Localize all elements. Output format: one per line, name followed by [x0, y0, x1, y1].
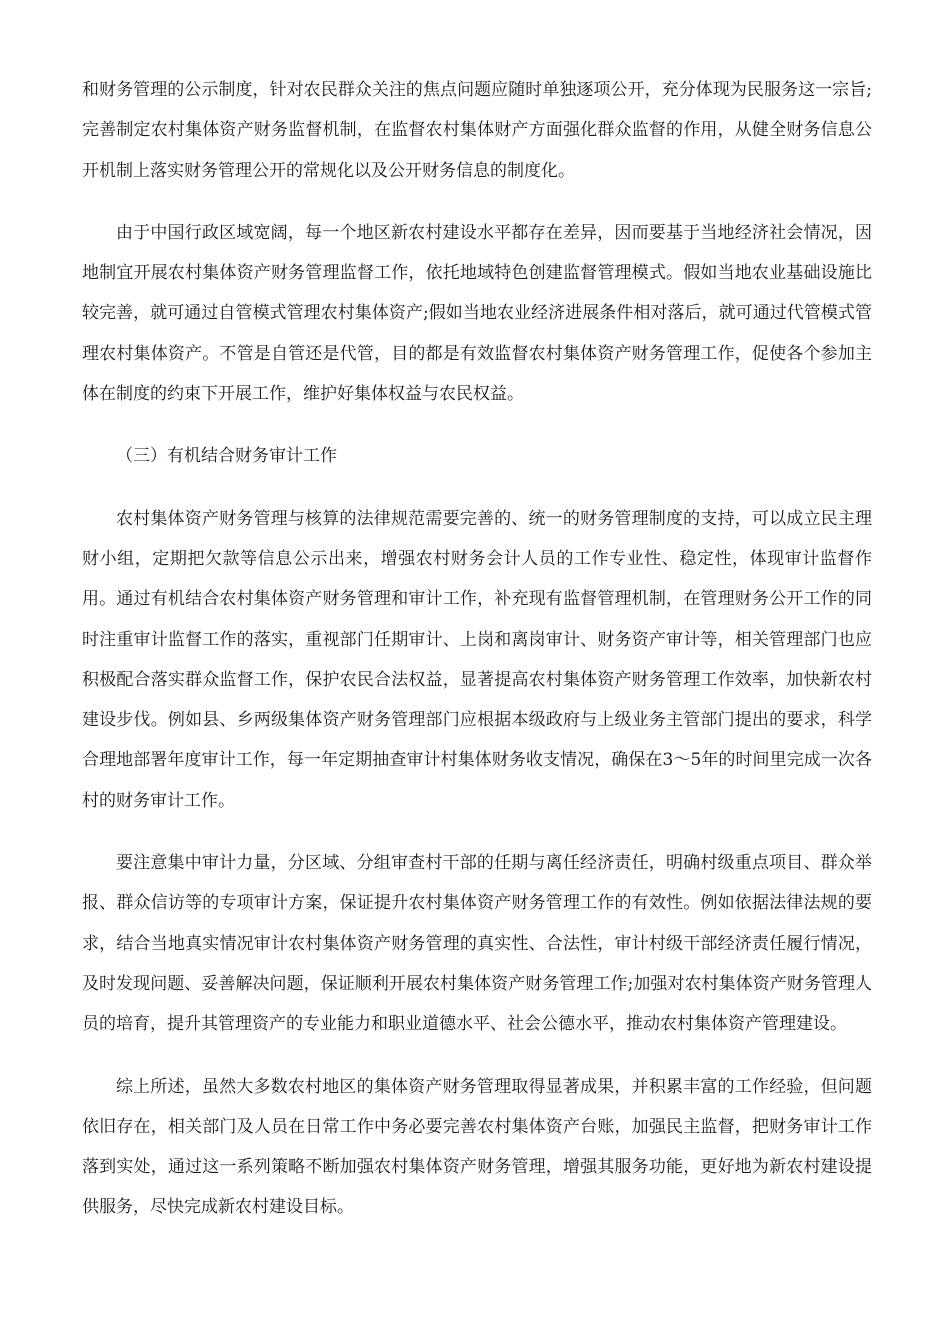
document-page: [82, 70, 872, 1228]
paragraph-conclusion: 综上所述，虽然大多数农村地区的集体资产财务管理取得显著成果，并积累丰富的工作经验，但问题依旧存在，相关部门及人员在日常工作中务必要完善农村集体资产台账，加强民主监督，把财务审计工作落到实处，通过这一系列策略不断加强农村集体资产财务管理，增强其服务功能，更好地为新农村建设提供服务，尽快完成新农村建设目标。: [82, 1076, 872, 1218]
section-heading: （三）有机结合财务审计工作: [116, 446, 337, 467]
paragraph-continued: 和财务管理的公示制度，针对农民群众关注的焦点问题应随时单独逐项公开，充分体现为民服务这一宗旨;完善制定农村集体资产财务监督机制，在监督农村集体财产方面强化群众监督的作用，从健全财务信息公开机制上落实财务管理公开的常规化以及公开财务信息的制度化。: [82, 80, 872, 181]
paragraph-audit-integration: 农村集体资产财务管理与核算的法律规范需要完善的、统一的财务管理制度的支持，可以成立民主理财小组，定期把欠款等信息公示出来，增强农村财务会计人员的工作专业性、稳定性，体现审计监督作用。通过有机结合农村集体资产财务管理和审计工作，补充现有监督管理机制，在管理财务公开工作的同时注重审计监督工作的落实，重视部门任期审计、上岗和离岗审计、财务资产审计等，相关管理部门也应积极配合落实群众监督工作，保护农民合法权益，显著提高农村集体资产财务管理工作效率，加快新农村建设步伐。例如县、乡两级集体资产财务管理部门应根据本级政府与上级业务主管部门提出的要求，科学合理地部署年度审计工作，每一年定期抽查审计村集体财务收支情况，确保在3～5年的时间里完成一次各村的财务审计工作。: [82, 508, 872, 811]
paragraph-regional-supervision: 由于中国行政区域宽阔，每一个地区新农村建设水平都存在差异，因而要基于当地经济社会情况，因地制宜开展农村集体资产财务管理监督工作，依托地域特色创建监督管理模式。假如当地农业基础设施比较完善，就可通过自管模式管理农村集体资产;假如当地农业经济进展条件相对落后，就可通过代管模式管理农村集体资产。不管是自管还是代管，目的都是有效监督农村集体资产财务管理工作，促使各个参加主体在制度的约束下开展工作，维护好集体权益与农民权益。: [82, 222, 872, 405]
paragraph-audit-focus: 要注意集中审计力量，分区域、分组审查村干部的任期与离任经济责任，明确村级重点项目、群众举报、群众信访等的专项审计方案，保证提升农村集体资产财务管理工作的有效性。例如依据法律法规的要求，结合当地真实情况审计农村集体资产财务管理的真实性、合法性，审计村级干部经济责任履行情况，及时发现问题、妥善解决问题，保证顺利开展农村集体资产财务管理工作;加强对农村集体资产财务管理人员的培育，提升其管理资产的专业能力和职业道德水平、社会公德水平，推动农村集体资产管理建设。: [82, 853, 872, 1035]
